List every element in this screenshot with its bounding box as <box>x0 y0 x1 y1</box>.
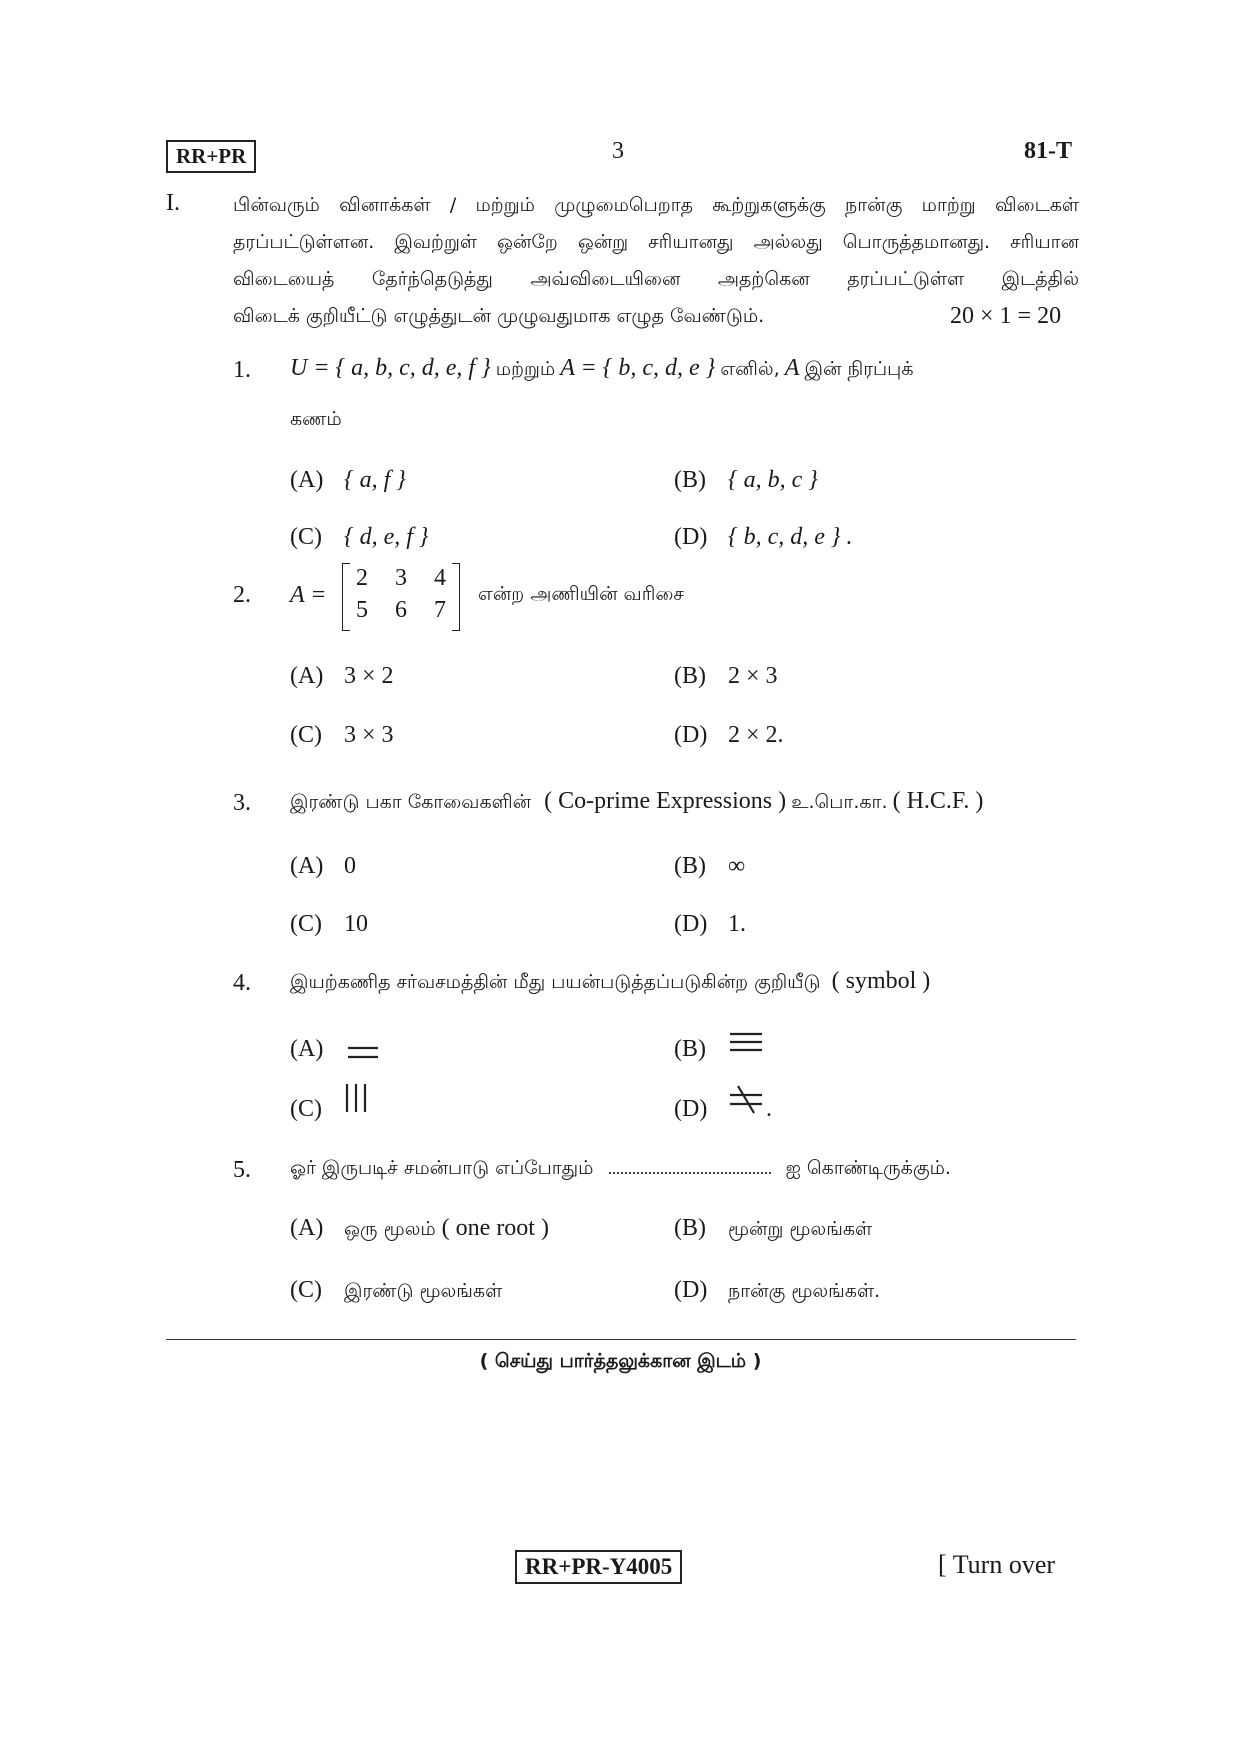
q4-text <box>290 968 930 996</box>
q1-and: மற்றும் <box>495 358 556 380</box>
instruction-line-1: பின்வரும் வினாக்கள் / மற்றும் முழுமைபெறாத கூற்றுகளுக்கு நான்கு மாற்று விடைகள் <box>233 194 1079 216</box>
q1-universal-set: U = { a, b, c, d, e, f } <box>290 355 491 381</box>
q5-option-a-tamil: ஒரு மூலம் <box>344 1218 436 1240</box>
q3-text-hcf: ( H.C.F. ) <box>892 788 984 814</box>
q2-option-a-label: (A) <box>290 663 324 689</box>
footer-code-box: RR+PR-Y4005 <box>515 1550 682 1584</box>
q4-text-tamil: இயற்கணித சர்வசமத்தின் மீது பயன்படுத்தப்படுகின்ற குறியீடு <box>290 971 821 993</box>
q1-tail-pre: எனில், <box>720 358 780 380</box>
q2-option-c-label: (C) <box>290 722 322 748</box>
q3-text <box>290 788 983 816</box>
q4-number: 4. <box>233 970 251 996</box>
q5-text-post: ஐ கொண்டிருக்கும். <box>785 1157 951 1179</box>
q3-option-d-label: (D) <box>674 911 708 937</box>
q1-option-a-value: { a, f } <box>344 467 406 493</box>
q5-option-a-label: (A) <box>290 1215 324 1241</box>
q4-option-d-label: (D) <box>674 1096 708 1122</box>
q3-option-d-value: 1. <box>728 911 746 937</box>
q2-option-a-value: 3 × 2 <box>344 663 394 689</box>
header-subject-code: 81-T <box>1024 138 1072 164</box>
page-number: 3 <box>612 138 624 164</box>
q1-tail-var: A <box>784 355 800 381</box>
q5-option-c-value: இரண்டு மூலங்கள் <box>344 1280 503 1302</box>
q2-option-d-value: 2 × 2. <box>728 722 784 748</box>
q4-option-a-label: (A) <box>290 1036 324 1062</box>
q1-option-b-value: { a, b, c } <box>728 467 818 493</box>
matrix-cell: 5 <box>356 597 368 623</box>
q4-text-english: ( symbol ) <box>831 968 931 994</box>
q2-option-b-label: (B) <box>674 663 706 689</box>
matrix-cell: 3 <box>395 565 407 591</box>
matrix-cell: 7 <box>434 597 446 623</box>
q2-option-c-value: 3 × 3 <box>344 722 394 748</box>
identical-to-icon <box>728 1028 764 1058</box>
divider <box>166 1339 1076 1340</box>
matrix-cell: 4 <box>434 565 446 591</box>
q3-text-english: ( Co-prime Expressions ) <box>544 788 787 814</box>
q3-option-c-label: (C) <box>290 911 322 937</box>
q5-text <box>290 1157 951 1182</box>
instruction-line-2: தரப்பட்டுள்ளன. இவற்றுள் ஒன்றே ஒன்று சரியானது அல்லது பொருத்தமானது. சரியான <box>233 231 1079 253</box>
q4-option-b-label: (B) <box>674 1036 706 1062</box>
q1-option-c-label: (C) <box>290 524 322 550</box>
matrix-left-bracket <box>342 563 350 631</box>
q5-number: 5. <box>233 1157 251 1183</box>
matrix-right-bracket <box>452 563 460 631</box>
q3-option-a-value: 0 <box>344 853 356 879</box>
q3-text-tamil: இரண்டு பகா கோவைகளின் <box>290 791 532 813</box>
q2-number: 2. <box>233 582 251 608</box>
q2-matrix-lhs: A = <box>290 582 327 608</box>
three-vertical-lines-icon <box>344 1082 370 1114</box>
q5-blank <box>609 1158 771 1174</box>
q2-option-d-label: (D) <box>674 722 708 748</box>
q1-option-a-label: (A) <box>290 467 324 493</box>
q5-option-c-label: (C) <box>290 1277 322 1303</box>
matrix-row-2 <box>356 597 446 624</box>
q1-option-b-label: (B) <box>674 467 706 493</box>
q2-matrix <box>342 563 460 629</box>
matrix-cell: 6 <box>395 597 407 623</box>
equals-icon <box>346 1038 380 1068</box>
q5-text-pre: ஓர் இருபடிச் சமன்பாடு எப்போதும் <box>290 1157 594 1179</box>
q1-option-c-value: { d, e, f } <box>344 524 429 550</box>
not-equal-icon <box>728 1082 766 1116</box>
q5-option-b-value: மூன்று மூலங்கள் <box>728 1218 873 1240</box>
q2-text: என்ற அணியின் வரிசை <box>478 583 684 605</box>
matrix-cell: 2 <box>356 565 368 591</box>
q4-option-d-suffix: . <box>766 1096 772 1122</box>
rough-work-label: ( செய்து பார்த்தலுக்கான இடம் ) <box>479 1350 762 1372</box>
section-marks: 20 × 1 = 20 <box>950 303 1062 329</box>
q3-option-c-value: 10 <box>344 911 368 937</box>
q5-option-d-label: (D) <box>674 1277 708 1303</box>
header-code-box: RR+PR <box>166 140 256 173</box>
q5-option-d-value: நான்கு மூலங்கள். <box>728 1280 881 1302</box>
q5-option-a-value <box>344 1215 549 1243</box>
instruction-line-4: விடைக் குறியீட்டு எழுத்துடன் முழுவதுமாக எழுத வேண்டும். <box>233 305 765 327</box>
instruction-line-3: விடையைத் தேர்ந்தெடுத்து அவ்விடையினை அதற்கென தரப்பட்டுள்ள இடத்தில் <box>233 268 1079 290</box>
turn-over-label: [ Turn over <box>938 1550 1056 1579</box>
q1-number: 1. <box>233 357 251 383</box>
q1-tail-post: இன் நிரப்புக் <box>804 358 914 380</box>
q4-option-c-label: (C) <box>290 1096 322 1122</box>
q5-option-b-label: (B) <box>674 1215 706 1241</box>
section-label: I. <box>166 190 180 216</box>
q5-option-a-english: ( one root ) <box>441 1215 549 1241</box>
q1-set-a: A = { b, c, d, e } <box>560 355 716 381</box>
matrix-row-1 <box>356 565 446 592</box>
q3-option-a-label: (A) <box>290 853 324 879</box>
q3-option-b-label: (B) <box>674 853 706 879</box>
q1-option-d-value: { b, c, d, e } . <box>728 524 853 550</box>
q1-text-line2: கணம் <box>290 408 342 430</box>
q1-option-d-label: (D) <box>674 524 708 550</box>
q2-option-b-value: 2 × 3 <box>728 663 778 689</box>
q1-text <box>290 355 913 383</box>
q3-number: 3. <box>233 790 251 816</box>
q3-option-b-value: ∞ <box>728 853 746 879</box>
q3-text-abbr: உ.பொ.கா. <box>791 791 888 813</box>
